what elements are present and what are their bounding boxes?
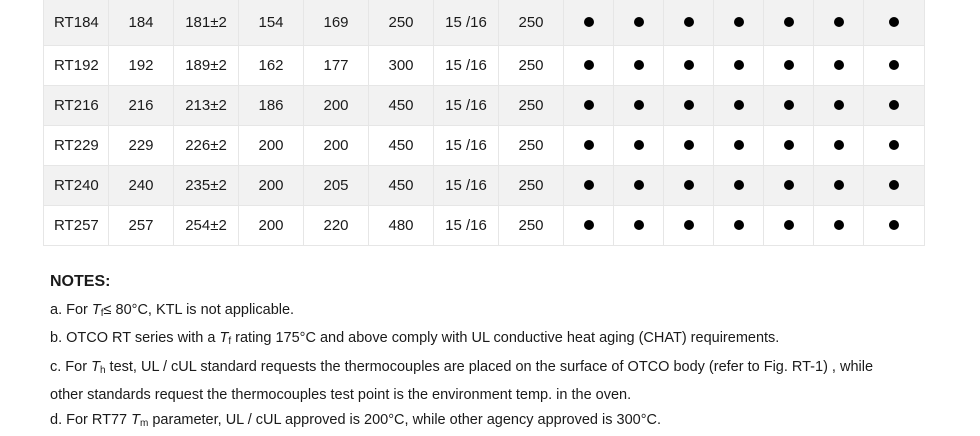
bullet-mark-icon [784,180,794,190]
table-cell: 184 [109,0,174,46]
mark-cell [614,166,664,206]
table-row [44,126,925,166]
bullet-mark-icon [684,140,694,150]
mark-cell [814,86,864,126]
table-cell: 250 [499,46,564,86]
table-cell: 235±2 [174,166,239,206]
spec-table [43,0,925,246]
table-cell: 250 [499,86,564,126]
table-cell: 250 [499,206,564,246]
mark-cell [864,166,925,206]
mark-cell [664,46,714,86]
bullet-mark-icon [634,17,644,27]
bullet-mark-icon [684,100,694,110]
bullet-mark-icon [834,220,844,230]
bullet-mark-icon [784,17,794,27]
table-cell: 480 [369,206,434,246]
mark-cell [564,46,614,86]
bullet-mark-icon [734,180,744,190]
mark-cell [664,0,714,46]
model-cell: RT257 [44,206,109,246]
note-a: a. For $T_f\le 80^\circ C$, KTL is not applicable. [50,298,950,327]
bullet-mark-icon [834,140,844,150]
mark-cell [614,126,664,166]
mark-cell [764,166,814,206]
mark-cell [714,0,764,46]
table-body [44,0,925,246]
mark-cell [714,46,764,86]
mark-cell [864,46,925,86]
table-cell: 250 [369,0,434,46]
table-cell: 186 [239,86,304,126]
bullet-mark-icon [889,60,899,70]
model-cell: RT184 [44,0,109,46]
table-cell: 200 [304,86,369,126]
table-cell: 257 [109,206,174,246]
mark-cell [614,46,664,86]
table-cell: 250 [499,166,564,206]
mark-cell [564,126,614,166]
mark-cell [564,166,614,206]
bullet-mark-icon [889,100,899,110]
table-cell: 15 /16 [434,206,499,246]
mark-cell [714,166,764,206]
mark-cell [714,126,764,166]
bullet-mark-icon [784,220,794,230]
bullet-mark-icon [784,140,794,150]
bullet-mark-icon [734,17,744,27]
table-cell: 216 [109,86,174,126]
bullet-mark-icon [834,60,844,70]
mark-cell [564,0,614,46]
table-cell: 15 /16 [434,46,499,86]
table-cell: 450 [369,166,434,206]
bullet-mark-icon [784,100,794,110]
mark-cell [864,86,925,126]
model-cell: RT192 [44,46,109,86]
note-c: c. For $T_h$ test, UL / cUL standard requests the thermocouples are placed on the surface of OTCO body (refer to Fig. RT-1) , while other standards request the thermocouples test point is the environment temp. in the oven. [50,355,950,408]
mark-cell [814,126,864,166]
bullet-mark-icon [834,17,844,27]
table-cell: 213±2 [174,86,239,126]
table-cell: 240 [109,166,174,206]
bullet-mark-icon [889,180,899,190]
table-row [44,206,925,246]
model-cell: RT240 [44,166,109,206]
table-cell: 229 [109,126,174,166]
mark-cell [614,86,664,126]
bullet-mark-icon [784,60,794,70]
bullet-mark-icon [634,140,644,150]
mark-cell [814,206,864,246]
bullet-mark-icon [634,220,644,230]
table-cell: 15 /16 [434,0,499,46]
mark-cell [664,166,714,206]
mark-cell [664,206,714,246]
table-cell: 300 [369,46,434,86]
table-row [44,166,925,206]
mark-cell [764,0,814,46]
notes-section [50,270,950,436]
notes-title: NOTES: [50,270,950,295]
bullet-mark-icon [634,60,644,70]
table-cell: 189±2 [174,46,239,86]
table-cell: 200 [239,126,304,166]
bullet-mark-icon [684,220,694,230]
table-cell: 162 [239,46,304,86]
bullet-mark-icon [684,180,694,190]
bullet-mark-icon [584,180,594,190]
bullet-mark-icon [889,17,899,27]
mark-cell [714,86,764,126]
bullet-mark-icon [634,100,644,110]
table-cell: 169 [304,0,369,46]
table-cell: 220 [304,206,369,246]
table-cell: 250 [499,0,564,46]
table-cell: 154 [239,0,304,46]
bullet-mark-icon [734,140,744,150]
mark-cell [614,206,664,246]
mark-cell [764,46,814,86]
mark-cell [664,126,714,166]
table-cell: 250 [499,126,564,166]
bullet-mark-icon [889,220,899,230]
bullet-mark-icon [584,220,594,230]
table-cell: 192 [109,46,174,86]
table-cell: 200 [239,206,304,246]
mark-cell [864,126,925,166]
table-cell: 15 /16 [434,86,499,126]
bullet-mark-icon [684,60,694,70]
bullet-mark-icon [584,60,594,70]
mark-cell [814,0,864,46]
bullet-mark-icon [889,140,899,150]
bullet-mark-icon [734,60,744,70]
table-cell: 15 /16 [434,126,499,166]
table-row [44,0,925,46]
bullet-mark-icon [584,100,594,110]
bullet-mark-icon [834,180,844,190]
table-cell: 226±2 [174,126,239,166]
table-cell: 200 [304,126,369,166]
mark-cell [764,206,814,246]
bullet-mark-icon [834,100,844,110]
mark-cell [864,206,925,246]
bullet-mark-icon [584,17,594,27]
mark-cell [564,86,614,126]
mark-cell [564,206,614,246]
note-b: b. OTCO RT series with a $T_f$ rating 175°C and above comply with UL conductive heat aging (CHAT) requirements. [50,326,950,355]
model-cell: RT216 [44,86,109,126]
mark-cell [764,126,814,166]
mark-cell [714,206,764,246]
table-cell: 450 [369,86,434,126]
table-row [44,86,925,126]
table-cell: 181±2 [174,0,239,46]
bullet-mark-icon [734,100,744,110]
table-cell: 200 [239,166,304,206]
table-row [44,46,925,86]
mark-cell [864,0,925,46]
table-cell: 205 [304,166,369,206]
mark-cell [814,46,864,86]
note-d: d. For RT77 $T_m$ parameter, UL / cUL approved is 200°C, while other agency approved is 300°C. [50,408,950,436]
mark-cell [614,0,664,46]
model-cell: RT229 [44,126,109,166]
table-cell: 254±2 [174,206,239,246]
bullet-mark-icon [584,140,594,150]
table-cell: 15 /16 [434,166,499,206]
mark-cell [764,86,814,126]
bullet-mark-icon [684,17,694,27]
mark-cell [664,86,714,126]
bullet-mark-icon [634,180,644,190]
bullet-mark-icon [734,220,744,230]
table-cell: 177 [304,46,369,86]
mark-cell [814,166,864,206]
table-cell: 450 [369,126,434,166]
